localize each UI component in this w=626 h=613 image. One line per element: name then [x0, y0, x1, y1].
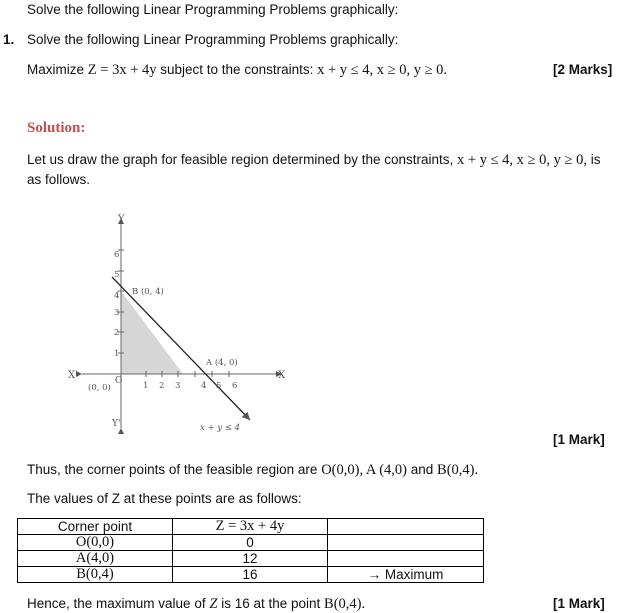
conclusion-lead: Hence, the maximum value of [27, 596, 206, 611]
y-neg-axis-label: Y' [112, 419, 121, 429]
values-text: The values of Z at these points are as follows: [27, 491, 302, 506]
y-tick-6: 6 [114, 250, 120, 260]
origin-label: O [115, 376, 123, 386]
final-marks: [1 Mark] [553, 596, 605, 611]
z-values-table [17, 518, 484, 583]
prompt-word: Maximize [27, 62, 85, 77]
row-value: 16 [173, 567, 328, 583]
table-row [18, 567, 484, 583]
row-note [328, 535, 484, 551]
graph-marks: [1 Mark] [553, 432, 605, 447]
corner-points-text [27, 461, 478, 479]
conclusion-point: B(0,4). [324, 596, 366, 612]
question-title: Solve the following Linear Programming Problems graphically: [27, 32, 399, 47]
x-tick-3: 3 [175, 381, 181, 391]
y-axis-label: Y [118, 214, 125, 225]
feasible-region-graph [60, 208, 300, 443]
x-tick-6: 6 [232, 381, 238, 391]
x-tick-2: 2 [159, 381, 165, 391]
origin-point-label: (0, 0) [88, 383, 111, 393]
intro-text: Let us draw the graph for feasible region determined by the constraints, [27, 152, 454, 167]
conclusion-text [27, 595, 365, 613]
corner-and: and [410, 462, 434, 477]
row-value: 0 [173, 535, 328, 551]
point-b-label: B (0, 4) [132, 287, 164, 297]
y-tick-2: 2 [114, 328, 120, 338]
y-tick-3: 3 [114, 308, 120, 318]
subject-to: subject to the constraints: [160, 62, 314, 77]
intro-line-2: as follows. [27, 172, 91, 187]
table-row [18, 535, 484, 551]
header-note [328, 519, 484, 535]
header-z: Z = 3x + 4y [173, 519, 328, 535]
solution-label: Solution: [27, 120, 86, 136]
row-point: B(0,4) [18, 567, 173, 583]
intro-line-1 [27, 151, 600, 169]
row-note [328, 551, 484, 567]
x-tick-4: 4 [201, 381, 207, 391]
corner-lead: Thus, the corner points of the feasible region are [27, 462, 318, 477]
feasible-region [121, 291, 183, 374]
intro-end: is [590, 152, 601, 167]
question-marks: [2 Marks] [553, 62, 613, 77]
x-neg-axis-label: X' [68, 370, 78, 381]
header-corner-point: Corner point [18, 519, 173, 535]
y-tick-1: 1 [114, 349, 120, 359]
constraint-line-label: x + y ≤ 4 [200, 423, 241, 433]
row-point: O(0,0) [18, 535, 173, 551]
table-header-row [18, 519, 484, 535]
y-tick-5: 5 [114, 270, 120, 280]
row-point: A(4,0) [18, 551, 173, 567]
corner-points: O(0,0), A (4,0) [321, 462, 407, 478]
x-tick-5: 5 [216, 381, 222, 391]
objective-function: Z = 3x + 4y [87, 62, 157, 78]
row-value: 12 [173, 551, 328, 567]
page-header: Solve the following Linear Programming Problems graphically: [27, 2, 399, 17]
conclusion-mid: is 16 at the point [221, 596, 321, 611]
corner-last: B(0,4). [437, 462, 479, 478]
row-note: → Maximum [328, 567, 484, 583]
x-axis-label: X [278, 370, 286, 381]
conclusion-z: Z [209, 596, 218, 612]
question-number: 1. [3, 32, 15, 47]
point-a-label: A (4, 0) [206, 358, 238, 368]
table-row [18, 551, 484, 567]
constraints: x + y ≤ 4, x ≥ 0, y ≥ 0. [317, 62, 448, 78]
y-tick-4: 4 [114, 291, 120, 301]
question-prompt [27, 61, 447, 79]
intro-constraints: x + y ≤ 4, x ≥ 0, y ≥ 0, [457, 152, 587, 168]
x-tick-1: 1 [143, 381, 149, 391]
